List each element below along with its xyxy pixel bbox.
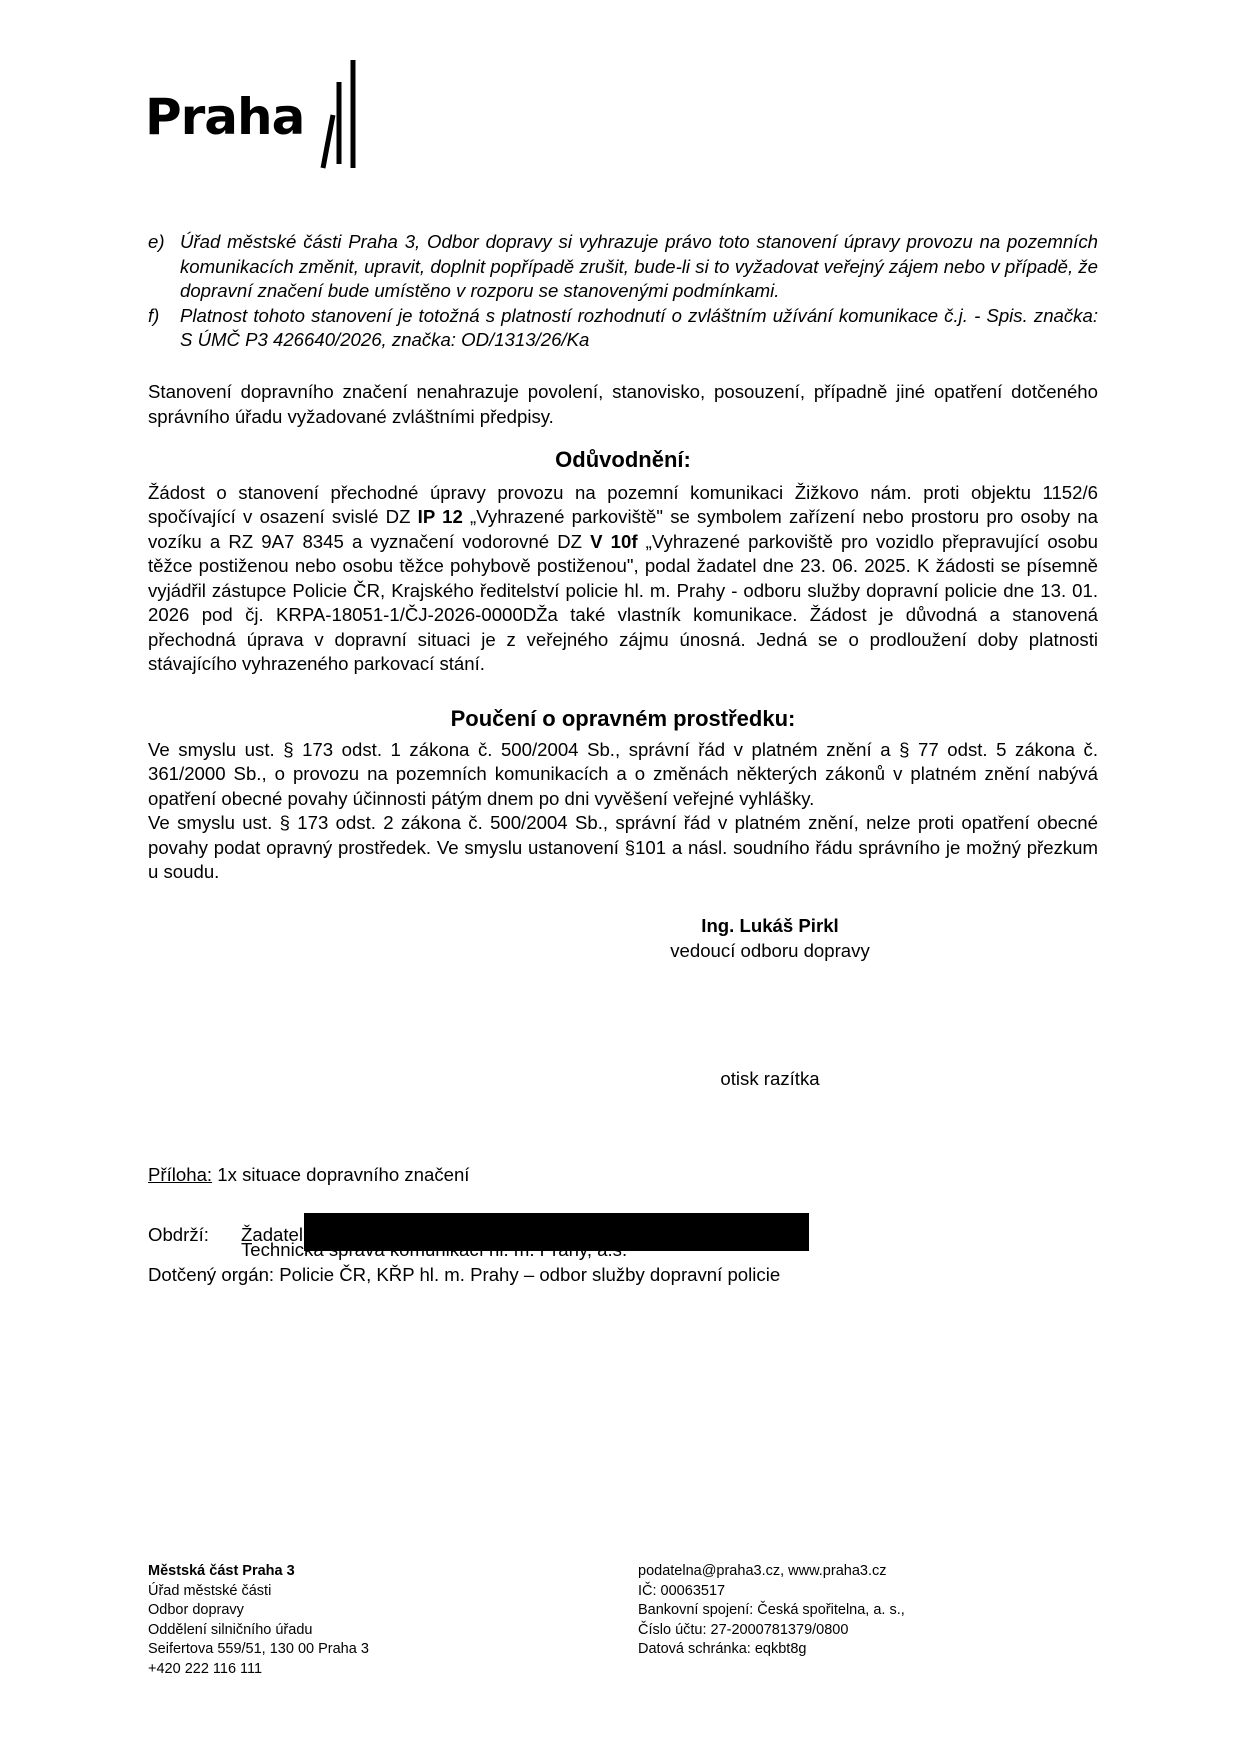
footer-right	[638, 1562, 905, 1660]
instruction-text-2: Ve smyslu ust. § 173 odst. 2 zákona č. 500/2004 Sb., správní řád v platném znění, nelze proti opatření obecné povahy podat opravný prostředek. Ve smyslu ustanovení §101 a násl. soudního řádu správního je možný přezkum u soudu.	[148, 812, 1098, 882]
stamp-placeholder: otisk razítka	[720, 1068, 820, 1089]
reasoning-part: „Vyhrazené parkoviště pro vozidlo přepravující osobu těžce postiženou nebo osobu těžce pohybově postiženou", podal žadatel dne 23. 06. 2025. K žádosti se písemně vyjádřil zástupce Policie ČR, Krajského ředitelství policie hl. m. Prahy - odboru služby dopravní policie dne 13. 01. 2026 pod čj. KRPA-18051-1/ČJ-2026-0000DŽa také vlastník komunikace. Žádost je důvodná a stanovená přechodná úprava v dopravní situaci je z veřejného zájmu únosná. Jedná se o prodloužení doby platnosti stávajícího vyhrazeného parkovací stání.	[148, 530, 1098, 674]
footer-ico: IČ: 00063517	[638, 1582, 726, 1599]
reasoning-section	[148, 448, 1098, 677]
recipient-tsk: Technická správa komunikací hl. m. Prahy, a.s.	[241, 1239, 628, 1260]
footer-contact: podatelna@praha3.cz, www.praha3.cz	[638, 1563, 887, 1579]
footer-line: Oddělení silničního úřadu	[148, 1621, 313, 1638]
condition-label: f)	[148, 304, 160, 326]
instruction-text-1: Ve smyslu ust. § 173 odst. 1 zákona č. 500/2004 Sb., správní řád v platném znění a § 77 odst. 5 zákona č. 361/2000 Sb., o provozu na pozemních komunikacích a o změnách některých zákonů v platném znění nabývá opatření obecné povahy účinnosti pátým dnem po dni vyvěšení veřejné vyhlášky.	[148, 738, 1098, 809]
instruction-heading: Poučení o opravném prostředku:	[450, 706, 796, 731]
notice-block	[148, 380, 1098, 429]
condition-item-f	[148, 304, 1098, 353]
footer-line: Odbor dopravy	[148, 1602, 244, 1618]
signatory-name: Ing. Lukáš Pirkl	[701, 915, 839, 936]
footer-account: Číslo účtu: 27-2000781379/0800	[638, 1621, 849, 1638]
logo-text: Praha	[145, 88, 305, 146]
footer-address: Seifertova 559/51, 130 00 Praha 3	[148, 1641, 369, 1657]
recipient-applicant: Žadatel	[241, 1224, 304, 1245]
footer-phone: +420 222 116 111	[148, 1660, 263, 1677]
sign-code-v10f: V 10f	[590, 530, 638, 552]
condition-text: Platnost tohoto stanovení je totožná s platností rozhodnutí o zvláštním užívání komunikace č.j. - Spis. značka: S ÚMČ P3 426640/2026, značka: OD/1313/26/Ka	[180, 304, 1098, 350]
attachment-line	[148, 1162, 469, 1187]
instruction-section	[148, 707, 1098, 885]
signature-block	[560, 913, 980, 963]
conditions-list	[148, 230, 1098, 353]
footer-databox: Datová schránka: eqkbt8g	[638, 1641, 807, 1657]
reasoning-part: Žádost o stanovení přechodné úpravy provozu na pozemní komunikaci Žižkovo nám. proti objektu 1152/6 spočívající v osazení svislé DZ	[148, 481, 1098, 527]
condition-label: e)	[148, 231, 165, 252]
footer-bank: Bankovní spojení: Česká spořitelna, a. s.,	[638, 1602, 905, 1618]
condition-item-e	[148, 230, 1098, 304]
authority-name: Policie ČR, KŘP hl. m. Prahy – odbor služby dopravní policie	[279, 1264, 781, 1285]
condition-text: Úřad městské části Praha 3, Odbor dopravy si vyhrazuje právo toto stanovení úpravy provozu na pozemních komunikacích změnit, upravit, doplnit popřípadě zrušit, bude-li si to vyžadovat veřejný zájem nebo v případě, že dopravní značení bude umístěno v rozporu se stanovenými podmínkami.	[180, 231, 1098, 301]
footer-left	[148, 1562, 369, 1679]
logo-bars-icon	[315, 60, 385, 170]
recipients-label: Obdrží:	[148, 1224, 209, 1245]
attachment-text: 1x situace dopravního značení	[212, 1164, 470, 1185]
reasoning-heading: Odůvodnění:	[555, 447, 691, 472]
footer-line: Úřad městské části	[148, 1582, 272, 1599]
attachment-label: Příloha:	[148, 1164, 213, 1185]
reasoning-text	[148, 481, 1098, 677]
footer-org: Městská část Praha 3	[148, 1563, 295, 1579]
reasoning-part: „Vyhrazené parkoviště" se symbolem zařízení nebo prostoru pro osoby na vozíku a RZ 9A7 8345 a vyznačení vodorovné DZ	[148, 506, 1098, 552]
sign-code-ip12: IP 12	[417, 506, 463, 527]
authority-label: Dotčený orgán:	[148, 1264, 275, 1285]
authority-line	[148, 1262, 780, 1287]
signatory-role: vedoucí odboru dopravy	[670, 940, 870, 961]
notice-text: Stanovení dopravního značení nenahrazuje povolení, stanovisko, posouzení, případně jiné opatření dotčeného správního úřadu vyžadované zvláštními předpisy.	[148, 381, 1098, 427]
